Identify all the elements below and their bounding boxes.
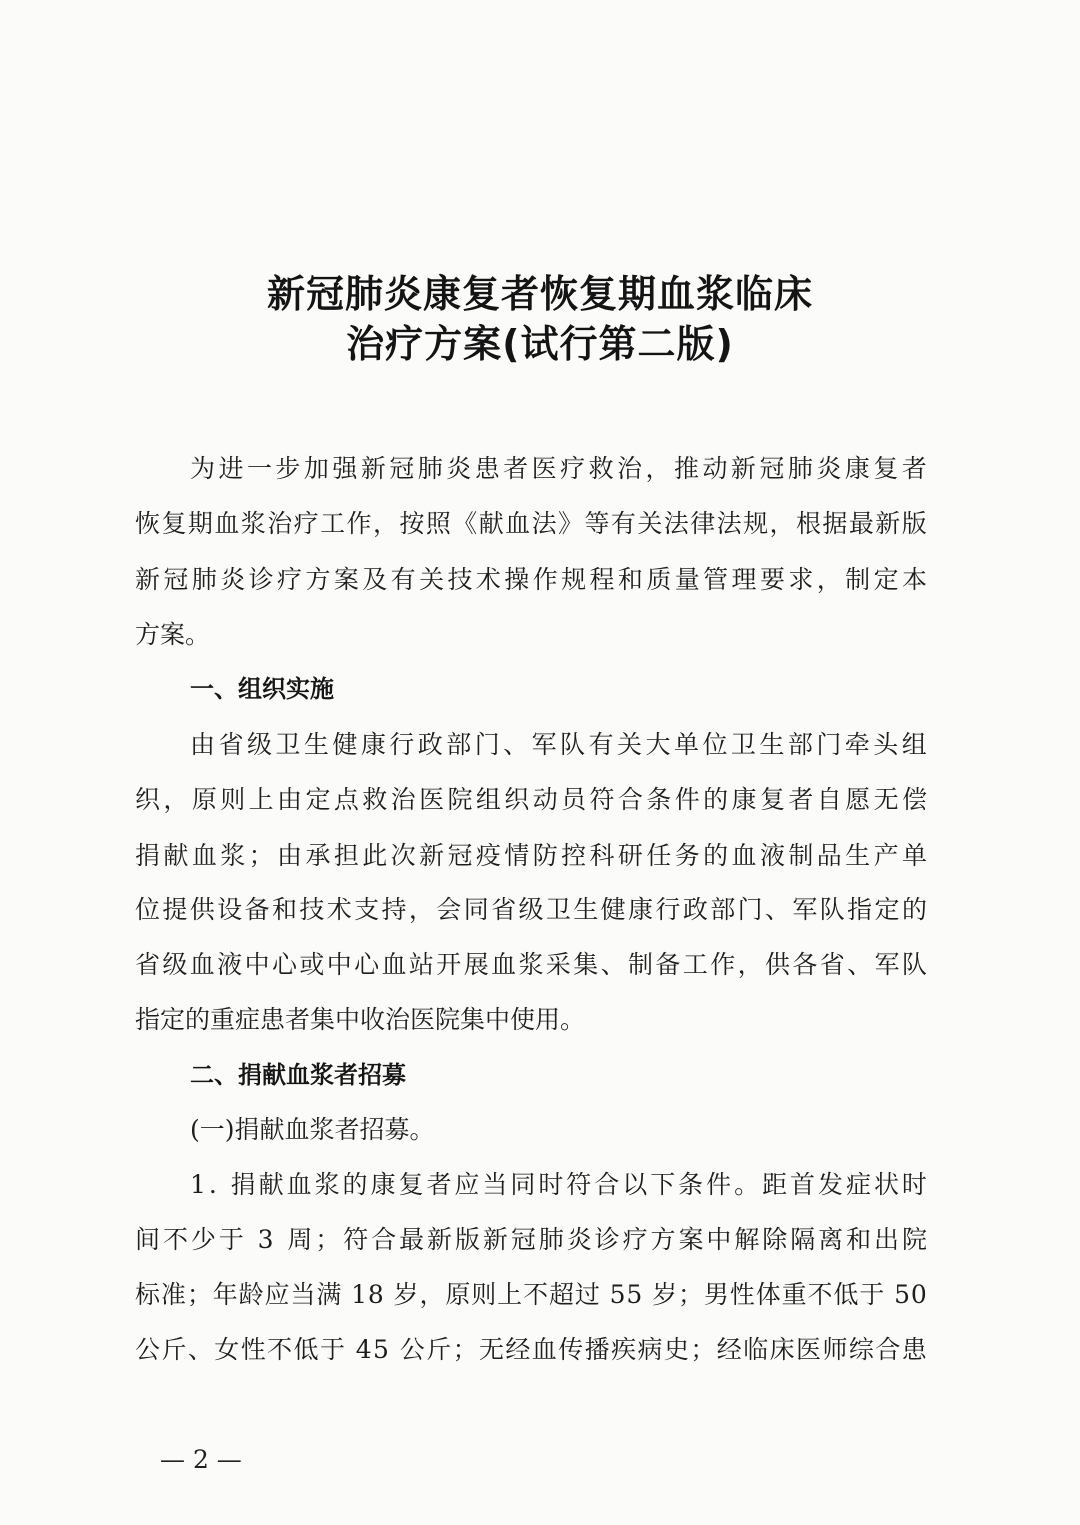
section-heading-2: 二、捐献血浆者招募 [190,1061,406,1089]
paragraph-3-line-2: 间 不 少 于 3 周 ； 符 合 最 新 版 新 冠 肺 炎 诊 疗 方 案 中 解 除 隔 离 和 出 院 [135,1225,927,1254]
paragraph-2-line-2: 织 ， 原 则 上 由 定 点 救 治 医 院 组 织 动 员 符 合 条 件 的 康 复 者 自 愿 无 偿 [135,785,927,814]
document-title-line-1: 新冠肺炎康复者恢复期血浆临床 [266,272,813,316]
section-heading-1: 一、组织实施 [190,675,334,703]
paragraph-2-line-1: 由 省 级 卫 生 健 康 行 政 部 门 、 军 队 有 关 大 单 位 卫 生 部 门 牵 头 组 [190,730,927,759]
paragraph-2-line-4: 位 提 供 设 备 和 技 术 支 持 ， 会 同 省 级 卫 生 健 康 行 政 部 门 、 军 队 指 定 的 [135,895,927,924]
subsection-heading-1: (一)捐献血浆者招募。 [190,1115,435,1144]
paragraph-2-line-3: 捐 献 血 浆 ； 由 承 担 此 次 新 冠 疫 情 防 控 科 研 任 务 的 血 液 制 品 生 产 单 [135,841,927,870]
document-title-line-2: 治疗方案(试行第二版) [346,322,734,366]
paragraph-1-line-1: 为 进 一 步 加 强 新 冠 肺 炎 患 者 医 疗 救 治 ， 推 动 新 冠 肺 炎 康 复 者 [190,454,927,483]
paragraph-3-line-1: 1 . 捐 献 血 浆 的 康 复 者 应 当 同 时 符 合 以 下 条 件 。 距 首 发 症 状 时 [190,1170,927,1199]
paragraph-1-line-3: 新 冠 肺 炎 诊 疗 方 案 及 有 关 技 术 操 作 规 程 和 质 量 管 理 要 求 ， 制 定 本 [135,565,927,594]
paragraph-1-line-4: 方案。 [135,620,211,649]
paragraph-3-line-4: 公 斤 、 女 性 不 低 于 4 5 公 斤 ； 无 经 血 传 播 疾 病 史 ； 经 临 床 医 师 综 合 患 [135,1335,927,1364]
paragraph-1-line-2: 恢 复 期 血 浆 治 疗 工 作 ， 按 照 《 献 血 法 》 等 有 关 法 律 法 规 ， 根 据 最 新 版 [135,509,927,538]
paragraph-2-line-6: 指定的重症患者集中收治医院集中使用。 [135,1005,586,1034]
paragraph-3-line-3: 标 准 ； 年 龄 应 当 满 1 8 岁 ， 原 则 上 不 超 过 5 5 岁 ； 男 性 体 重 不 低 于 5 0 [135,1280,927,1309]
page-number: — 2 — [160,1445,242,1474]
paragraph-2-line-5: 省 级 血 液 中 心 或 中 心 血 站 开 展 血 浆 采 集 、 制 备 工 作 ， 供 各 省 、 军 队 [135,950,927,979]
